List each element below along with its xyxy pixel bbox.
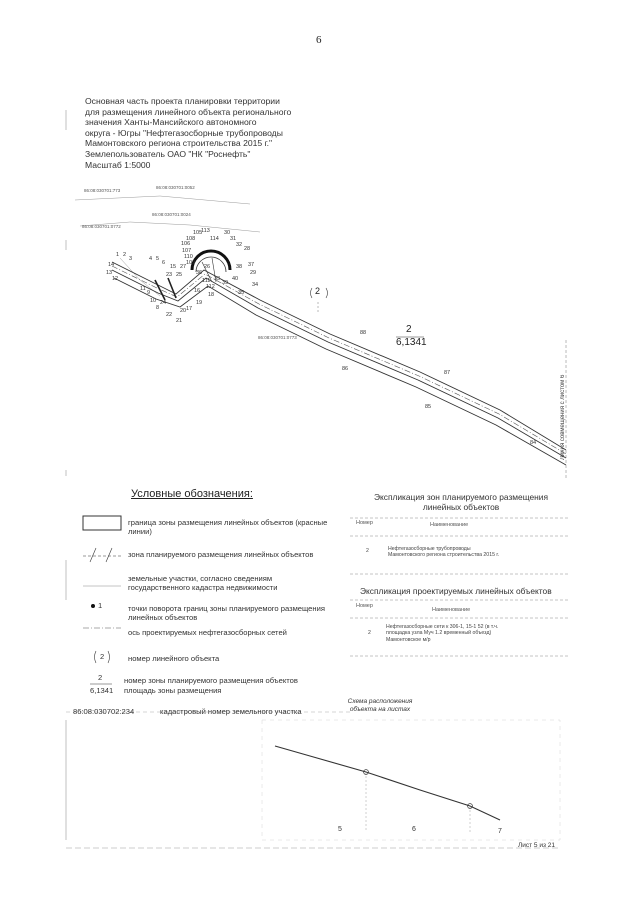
point-label: 107 [182, 248, 192, 254]
legend-text: номер зоны планируемого размещения объектов [124, 676, 298, 685]
legend-text: земельные участки, согласно сведениям государственного кадастра недвижимости [128, 574, 278, 593]
point-label: 25 [176, 272, 183, 278]
scale-line: Масштаб 1:5000 [85, 159, 151, 170]
point-label: 88 [360, 330, 367, 336]
point-label: 28 [244, 246, 251, 252]
point-label: 18 [208, 292, 215, 298]
legend-text: точки поворота границ зоны планируемого размещения линейных объектов [128, 604, 325, 623]
legend-marker: 1 [98, 601, 103, 610]
point-label: 36 [196, 270, 203, 276]
point-label: 6 [162, 260, 166, 266]
legend-text: площадь зоны размещения [124, 686, 222, 695]
point-label: 112 [206, 284, 215, 290]
legend-text: зона планируемого размещения линейных объектов [128, 550, 314, 559]
point-label: 105 [193, 230, 203, 236]
point-label: 84 [530, 440, 537, 446]
point-label: 106 [181, 241, 191, 247]
point-label: 114 [210, 236, 219, 242]
legend-marker: 2 [100, 652, 105, 661]
title-line: Землепользователь ОАО "НК "Роснефть" [85, 148, 251, 159]
scheme-route [275, 746, 500, 820]
point-label: 29 [250, 270, 257, 276]
cadastral-label: 86:08:030701:0772 [82, 224, 121, 229]
title-line: Мамонтовского региона строительства 2015 г." [85, 138, 273, 149]
legend-text: номер линейного объекта [128, 654, 220, 663]
scheme-frame [262, 720, 560, 840]
zones-table-cell: 2 [366, 548, 369, 554]
point-label: 27 [180, 264, 187, 270]
title-line: для размещения линейного объекта регионального [85, 106, 292, 117]
objects-table-cell: 2 [368, 630, 371, 636]
point-label: 35 [238, 290, 245, 296]
continuation-note: Линия совмещения с листом 6 [560, 374, 566, 460]
objects-table-title: Экспликация проектируемых линейных объектов [360, 586, 552, 596]
legend-marker: 2 [98, 673, 103, 682]
point-label: 23 [166, 272, 173, 278]
point-label: 17 [186, 306, 193, 312]
zones-table-header: Номер [356, 520, 373, 526]
legend-symbol-dot [91, 604, 95, 608]
point-label: 30 [224, 230, 231, 236]
point-label: 14 [108, 262, 115, 268]
point-label: 15 [170, 264, 177, 270]
point-label: 31 [230, 236, 237, 242]
title-line: округа - Югры "Нефтегазосборные трубопроводы [85, 127, 283, 138]
point-label: 33 [214, 276, 221, 282]
point-label: 109 [186, 260, 196, 266]
point-label: 32 [236, 242, 243, 248]
point-label: 39 [222, 280, 229, 286]
objects-table-header: Номер [356, 603, 373, 609]
point-label: 38 [236, 264, 243, 270]
point-label: 87 [444, 370, 451, 376]
objects-table-header: Наименование [432, 607, 471, 613]
legend-title: Условные обозначения: [131, 488, 253, 500]
point-label: 5 [156, 256, 160, 262]
zones-table-cell: Нефтегазосборные трубопроводы Мамонтовского региона строительства 2015 г. [388, 546, 500, 559]
objects-table-cell: Нефтегазосборные сети к 306-1, 15-1 52 (в т.ч. площадка узла Муч 1.2 временный объезд) Мамонтовское м/р [386, 624, 499, 643]
cadastral-example: 86:08:030702:234 [73, 707, 135, 716]
point-label: 108 [186, 236, 196, 242]
zone-number: 2 [406, 324, 412, 335]
scheme-sheet-label: 7 [498, 828, 502, 835]
sheet-label: Лист 5 из 21 [518, 842, 555, 849]
point-label: 22 [166, 312, 173, 318]
point-label: 4 [149, 256, 153, 262]
point-label: 11 [140, 286, 146, 292]
point-label: 110 [184, 254, 193, 260]
point-label: 20 [180, 308, 187, 314]
point-label: 16 [194, 288, 201, 294]
cadastral-label: 86:08:030701:773 [84, 188, 121, 193]
cadastral-label: 86:08:030701:0773 [258, 335, 297, 340]
title-line: Основная часть проекта планировки территории [85, 96, 280, 106]
point-label: 19 [196, 300, 203, 306]
point-label: 86 [342, 366, 349, 372]
pipeline-corridor [112, 262, 566, 465]
point-label: 2 [123, 252, 127, 258]
point-label: 3 [129, 256, 133, 262]
legend-text: ось проектируемых нефтегазосборных сетей [128, 628, 287, 637]
point-label: 111 [202, 278, 211, 284]
point-label: 8 [156, 305, 160, 311]
pad-arc [192, 251, 230, 270]
scheme-title: Схема расположения объекта на листах [347, 698, 413, 713]
zones-table-header: Наименование [430, 522, 469, 528]
point-label: 24 [160, 300, 167, 306]
point-label: 37 [248, 262, 255, 268]
zones-table-title: Экспликация зон планируемого размещения линейных объектов [373, 492, 548, 512]
scheme-sheet-label: 6 [412, 826, 416, 833]
point-label: 9 [147, 290, 151, 296]
point-label: 34 [252, 282, 259, 288]
legend-marker: 6,1341 [90, 686, 114, 695]
object-number: 2 [315, 286, 321, 296]
cadastral-label: 86:08:030701:0024 [152, 212, 191, 217]
scheme-sheet-label: 5 [338, 826, 342, 833]
point-label: 26 [204, 264, 211, 270]
title-line: значения Ханты-Мансийского автономного [85, 117, 257, 128]
page-number: 6 [316, 34, 322, 46]
point-label: 113 [201, 228, 210, 234]
zone-area: 6,1341 [396, 337, 427, 348]
legend-symbol-hatch [83, 548, 121, 562]
point-label: 12 [112, 276, 119, 282]
point-label: 1 [116, 252, 120, 258]
legend-symbol-border [83, 516, 121, 530]
point-label: 40 [232, 276, 239, 282]
cadastral-label: 86:08:030701:0052 [156, 185, 195, 190]
legend-text: граница зоны размещения линейных объектов (красные линии) [128, 518, 328, 537]
point-label: 21 [176, 318, 183, 324]
point-label: 85 [425, 404, 432, 410]
point-label: 10 [150, 298, 157, 304]
point-label: 13 [106, 270, 113, 276]
cadastral-example-text: кадастровый номер земельного участка [160, 707, 302, 716]
